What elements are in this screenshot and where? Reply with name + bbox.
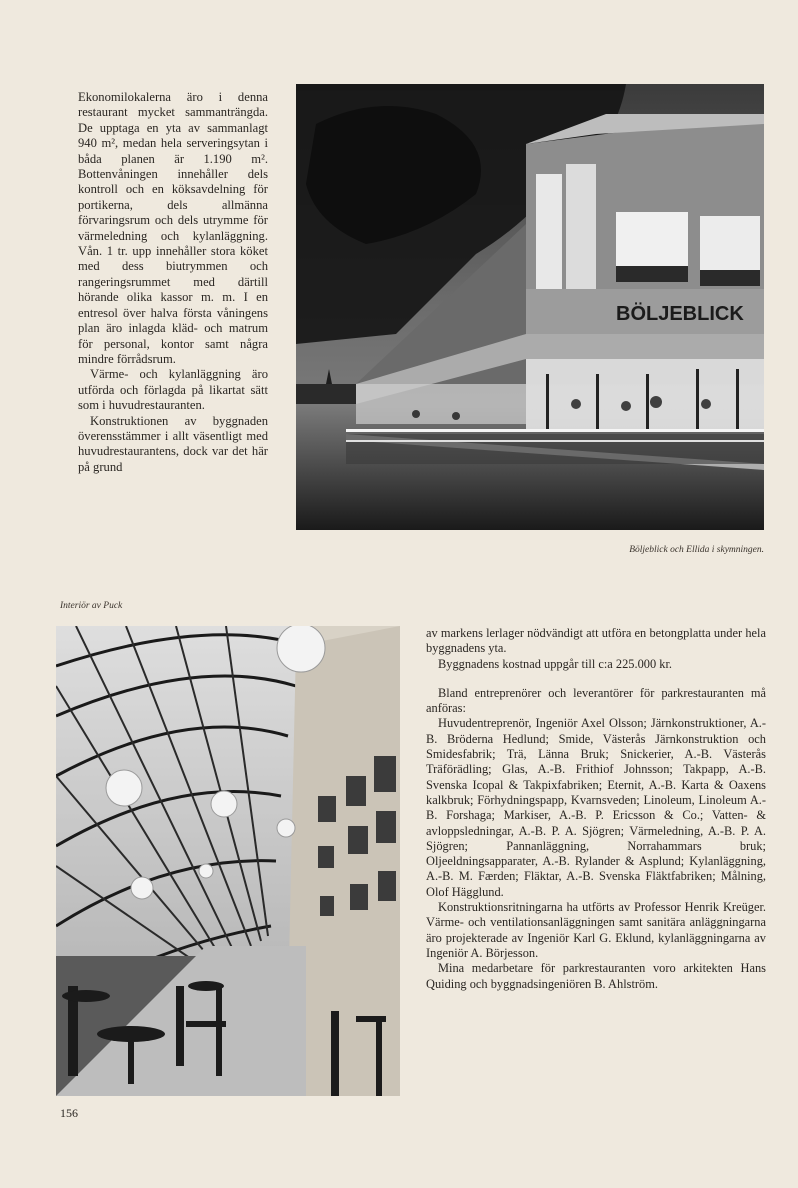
boljeblick-sign: BÖLJEBLICK bbox=[616, 303, 744, 325]
caption-top-photo: Böljeblick och Ellida i skymningen. bbox=[629, 545, 764, 555]
page-number: 156 bbox=[60, 1106, 78, 1120]
paragraph: Bland entreprenörer och leverantörer för parkrestauranten må anföras: bbox=[426, 685, 766, 716]
photo-boljeblick-exterior bbox=[296, 84, 764, 530]
paragraph: av markens lerlager nödvändigt att utföra en betongplatta under hela byggnadens yta. bbox=[426, 626, 766, 656]
caption-bottom-photo: Interiör av Puck bbox=[60, 601, 123, 611]
paragraph: Huvudentreprenör, Ingeniör Axel Olsson; Järnkonstruktioner, A.-B. Bröderna Hedlund; Smide, Västerås Järnkonstruktion och Smidesfabrik; Trä, Länna Bruk; Snickerier, A.-B. Västerås Träförädling; Glas, A.-B. Frithiof Johnsson; Takpapp, A.-B. Svenska Icopal & Takpixfabriken; Eternit, A.-B. Karta & Oaxens kalkbruk; Förhydningspapp, Kvarnsveden; Linoleum, Linoleum A.-B. Forshaga; Markiser, A.-B. P. Ericsson & Co.; Vatten- & avloppsledningar, A.-B. P. A. Sjögren; Värmeledning, A.-B. P. A. Sjögren; Pannanläggning, Norrahammars bruk; Oljeeldningsapparater, A.-B. Rylander & Asplund; Kylanläggning, A.-B. M. Færden; Fläktar, A.-B. Svenska Fläktfabriken; Målning, Olof Hägglund. bbox=[426, 716, 766, 899]
paragraph: Konstruktionen av byggnaden överensstämmer i allt väsentligt med huvudrestaurantens, dock var det här på grund bbox=[78, 413, 268, 474]
photo-puck-interior bbox=[56, 626, 400, 1096]
paragraph: Ekonomilokalerna äro i denna restaurant mycket sammanträngda. De upptaga en yta av sammanlagt 940 m², medan hela serveringsytan i båda planen är 1.190 m². Bottenvåningen innehåller dels kontroll och en köksavdelning för portikerna, dels allmänna förvaringsrum och dels utrymme för värmeledning och kylanläggning. Vån. 1 tr. upp innehåller stora köket med dess biutrymmen och rangeringsrummet med därtill hörande olika kassor m. m. I en entresol över halva första våningens plan äro inlagda kläd- och matrum för personal, kontor samt några mindre förrådsrum. bbox=[78, 90, 268, 366]
paragraph: Konstruktionsritningarna ha utförts av Professor Henrik Kreüger. Värme- och ventilationsanläggningen samt sanitära anläggningarna äro projekterade av Ingeniör Karl G. Eklund, kylanläggningarna av Ingeniör A. Börjesson. bbox=[426, 900, 766, 960]
paragraph: Byggnadens kostnad uppgår till c:a 225.000 kr. bbox=[438, 656, 673, 671]
left-text-column bbox=[78, 90, 268, 475]
right-text-column bbox=[426, 626, 766, 992]
paragraph: Värme- och kylanläggning äro utförda och förlagda på likartat sätt som i huvudrestauranten. bbox=[78, 367, 268, 413]
paragraph: Mina medarbetare för parkrestauranten voro arkitekten Hans Quiding och byggnadsingeniören B. Ahlström. bbox=[426, 961, 766, 991]
